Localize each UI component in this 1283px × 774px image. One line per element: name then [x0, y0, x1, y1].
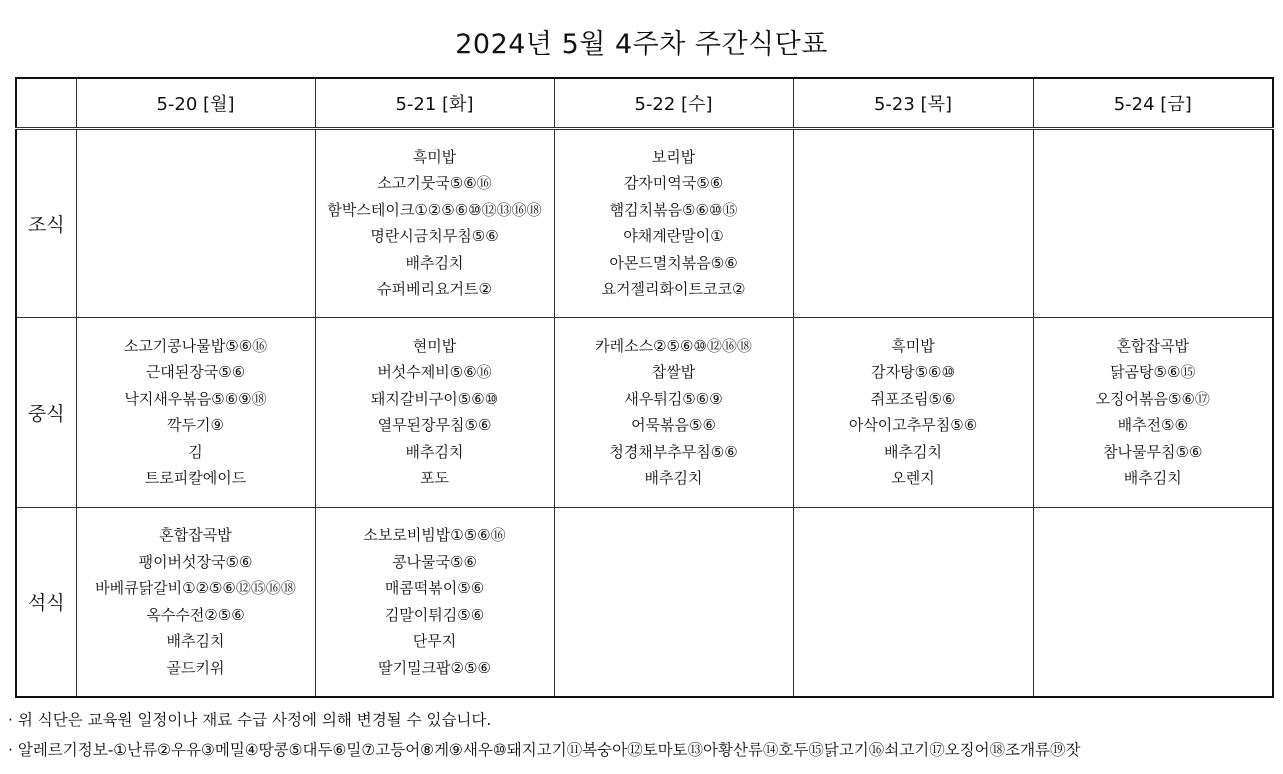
menu-cell-breakfast-wed	[554, 128, 793, 318]
dish-item: 깍두기⑨	[167, 416, 224, 435]
meal-label-breakfast: 조식	[16, 128, 76, 318]
dish-item: 찹쌀밥	[651, 363, 696, 382]
menu-cell-breakfast-thu	[793, 128, 1033, 318]
dish-item: 근대된장국⑤⑥	[145, 363, 246, 382]
dish-item: 현미밥	[412, 336, 457, 355]
dish-item: 아몬드멸치볶음⑤⑥	[609, 253, 738, 272]
dish-item: 돼지갈비구이⑤⑥⑩	[370, 389, 499, 408]
dish-item: 배추전⑤⑥	[1117, 416, 1188, 435]
dish-item: 슈퍼베리요거트②	[377, 280, 492, 299]
dish-item: 배추김치	[1123, 469, 1182, 488]
menu-cell-lunch-wed	[554, 318, 793, 508]
dish-item: 소보로비빔밥①⑤⑥⑯	[363, 526, 506, 545]
header-row	[16, 78, 1273, 128]
dish-item: 새우튀김⑤⑥⑨	[624, 389, 723, 408]
dish-item: 단무지	[412, 632, 457, 651]
dish-item: 아삭이고추무침⑤⑥	[848, 416, 978, 435]
page-title: 2024년 5월 4주차 주간식단표	[455, 29, 828, 60]
menu-cell-lunch-thu	[793, 318, 1033, 508]
meal-label-dinner: 석식	[16, 507, 76, 697]
dish-item: 김	[188, 442, 203, 461]
dish-item: 쥐포조림⑤⑥	[870, 389, 956, 408]
dish-item: 감자미역국⑤⑥	[623, 174, 724, 193]
dish-item: 배추김치	[166, 632, 225, 651]
dish-item: 배추김치	[884, 442, 942, 461]
dish-item: 매콤떡볶이⑤⑥	[384, 579, 485, 598]
dish-item: 딸기밀크팝②⑤⑥	[378, 658, 491, 677]
menu-cell-dinner-wed	[554, 507, 793, 697]
day-header-mon: 5-20 [월]	[76, 78, 315, 128]
meal-row-lunch	[16, 318, 1273, 508]
menu-cell-dinner-tue	[315, 507, 554, 697]
dish-item: 배추김치	[644, 469, 703, 488]
menu-cell-dinner-fri	[1033, 507, 1273, 697]
dish-item: 소고기콩나물밥⑤⑥⑯	[123, 336, 268, 355]
menu-cell-breakfast-fri	[1033, 128, 1273, 318]
dish-item: 어묵볶음⑤⑥	[631, 416, 716, 435]
day-header-wed: 5-22 [수]	[554, 78, 793, 128]
dish-item: 팽이버섯장국⑤⑥	[138, 552, 253, 571]
dish-item: 참나물무침⑤⑥	[1103, 442, 1203, 461]
dish-item: 오징어볶음⑤⑥⑰	[1095, 389, 1210, 408]
menu-cell-dinner-mon	[76, 507, 315, 697]
dish-item: 골드키위	[166, 658, 225, 677]
dish-item: 혼합잡곡밥	[1116, 336, 1189, 355]
weekly-menu-table	[15, 77, 1274, 698]
dish-item: 버섯수제비⑤⑥⑯	[377, 363, 492, 382]
dish-item: 혼합잡곡밥	[159, 526, 232, 545]
dish-item: 요거젤리화이트코코②	[601, 280, 746, 299]
meal-row-dinner	[16, 507, 1273, 697]
dish-item: 콩나물국⑤⑥	[392, 552, 477, 571]
dish-item: 소고기뭇국⑤⑥⑯	[377, 174, 492, 193]
dish-item: 명란시금치무침⑤⑥	[370, 227, 499, 246]
dish-item: 청경채부추무침⑤⑥	[609, 442, 738, 461]
dish-item: 트로피칼에이드	[144, 469, 247, 488]
dish-item: 카레소스②⑤⑥⑩⑫⑯⑱	[595, 336, 752, 355]
day-header-fri: 5-24 [금]	[1033, 78, 1273, 128]
menu-body	[16, 128, 1273, 697]
meal-row-breakfast	[16, 128, 1273, 318]
menu-cell-lunch-mon	[76, 318, 315, 508]
dish-item: 야채계란말이①	[623, 227, 724, 246]
dish-item: 감자탕⑤⑥⑩	[871, 363, 955, 382]
menu-cell-dinner-thu	[793, 507, 1033, 697]
dish-item: 오렌지	[891, 469, 935, 488]
dish-item: 햄김치볶음⑤⑥⑩⑮	[609, 200, 738, 219]
corner-cell	[16, 78, 76, 128]
dish-item: 바베큐닭갈비①②⑤⑥⑫⑮⑯⑱	[95, 579, 296, 598]
dish-item: 김말이튀김⑤⑥	[384, 605, 485, 624]
menu-cell-lunch-tue	[315, 318, 554, 508]
dish-item: 옥수수전②⑤⑥	[146, 605, 245, 624]
meal-label-lunch: 중식	[16, 318, 76, 508]
menu-cell-lunch-fri	[1033, 318, 1273, 508]
dish-item: 열무된장무침⑤⑥	[377, 416, 492, 435]
dish-item: 보리밥	[651, 147, 696, 166]
note-change-notice: · 위 식단은 교육원 일정이나 재료 수급 사정에 의해 변경될 수 있습니다.	[8, 711, 492, 729]
day-header-tue: 5-21 [화]	[315, 78, 554, 128]
day-header-thu: 5-23 [목]	[793, 78, 1033, 128]
dish-item: 흑미밥	[891, 336, 935, 355]
notes	[8, 709, 1081, 769]
note-allergy-info: · 알레르기정보-①난류②우유③메밀④땅콩⑤대두⑥밀⑦고등어⑧게⑨새우⑩돼지고기⑪복숭아⑫토마토⑬아황산류⑭호두⑮닭고기⑯쇠고기⑰오징어⑱조개류⑲잣	[8, 741, 1081, 759]
dish-item: 배추김치	[405, 442, 464, 461]
dish-item: 포도	[420, 469, 449, 488]
dish-item: 함박스테이크①②⑤⑥⑩⑫⑬⑯⑱	[327, 200, 542, 219]
menu-cell-breakfast-mon	[76, 128, 315, 318]
dish-item: 흑미밥	[412, 147, 457, 166]
dish-item: 낙지새우볶음⑤⑥⑨⑱	[124, 389, 267, 408]
dish-item: 닭곰탕⑤⑥⑮	[1110, 363, 1196, 382]
menu-cell-breakfast-tue	[315, 128, 554, 318]
dish-item: 배추김치	[405, 253, 464, 272]
